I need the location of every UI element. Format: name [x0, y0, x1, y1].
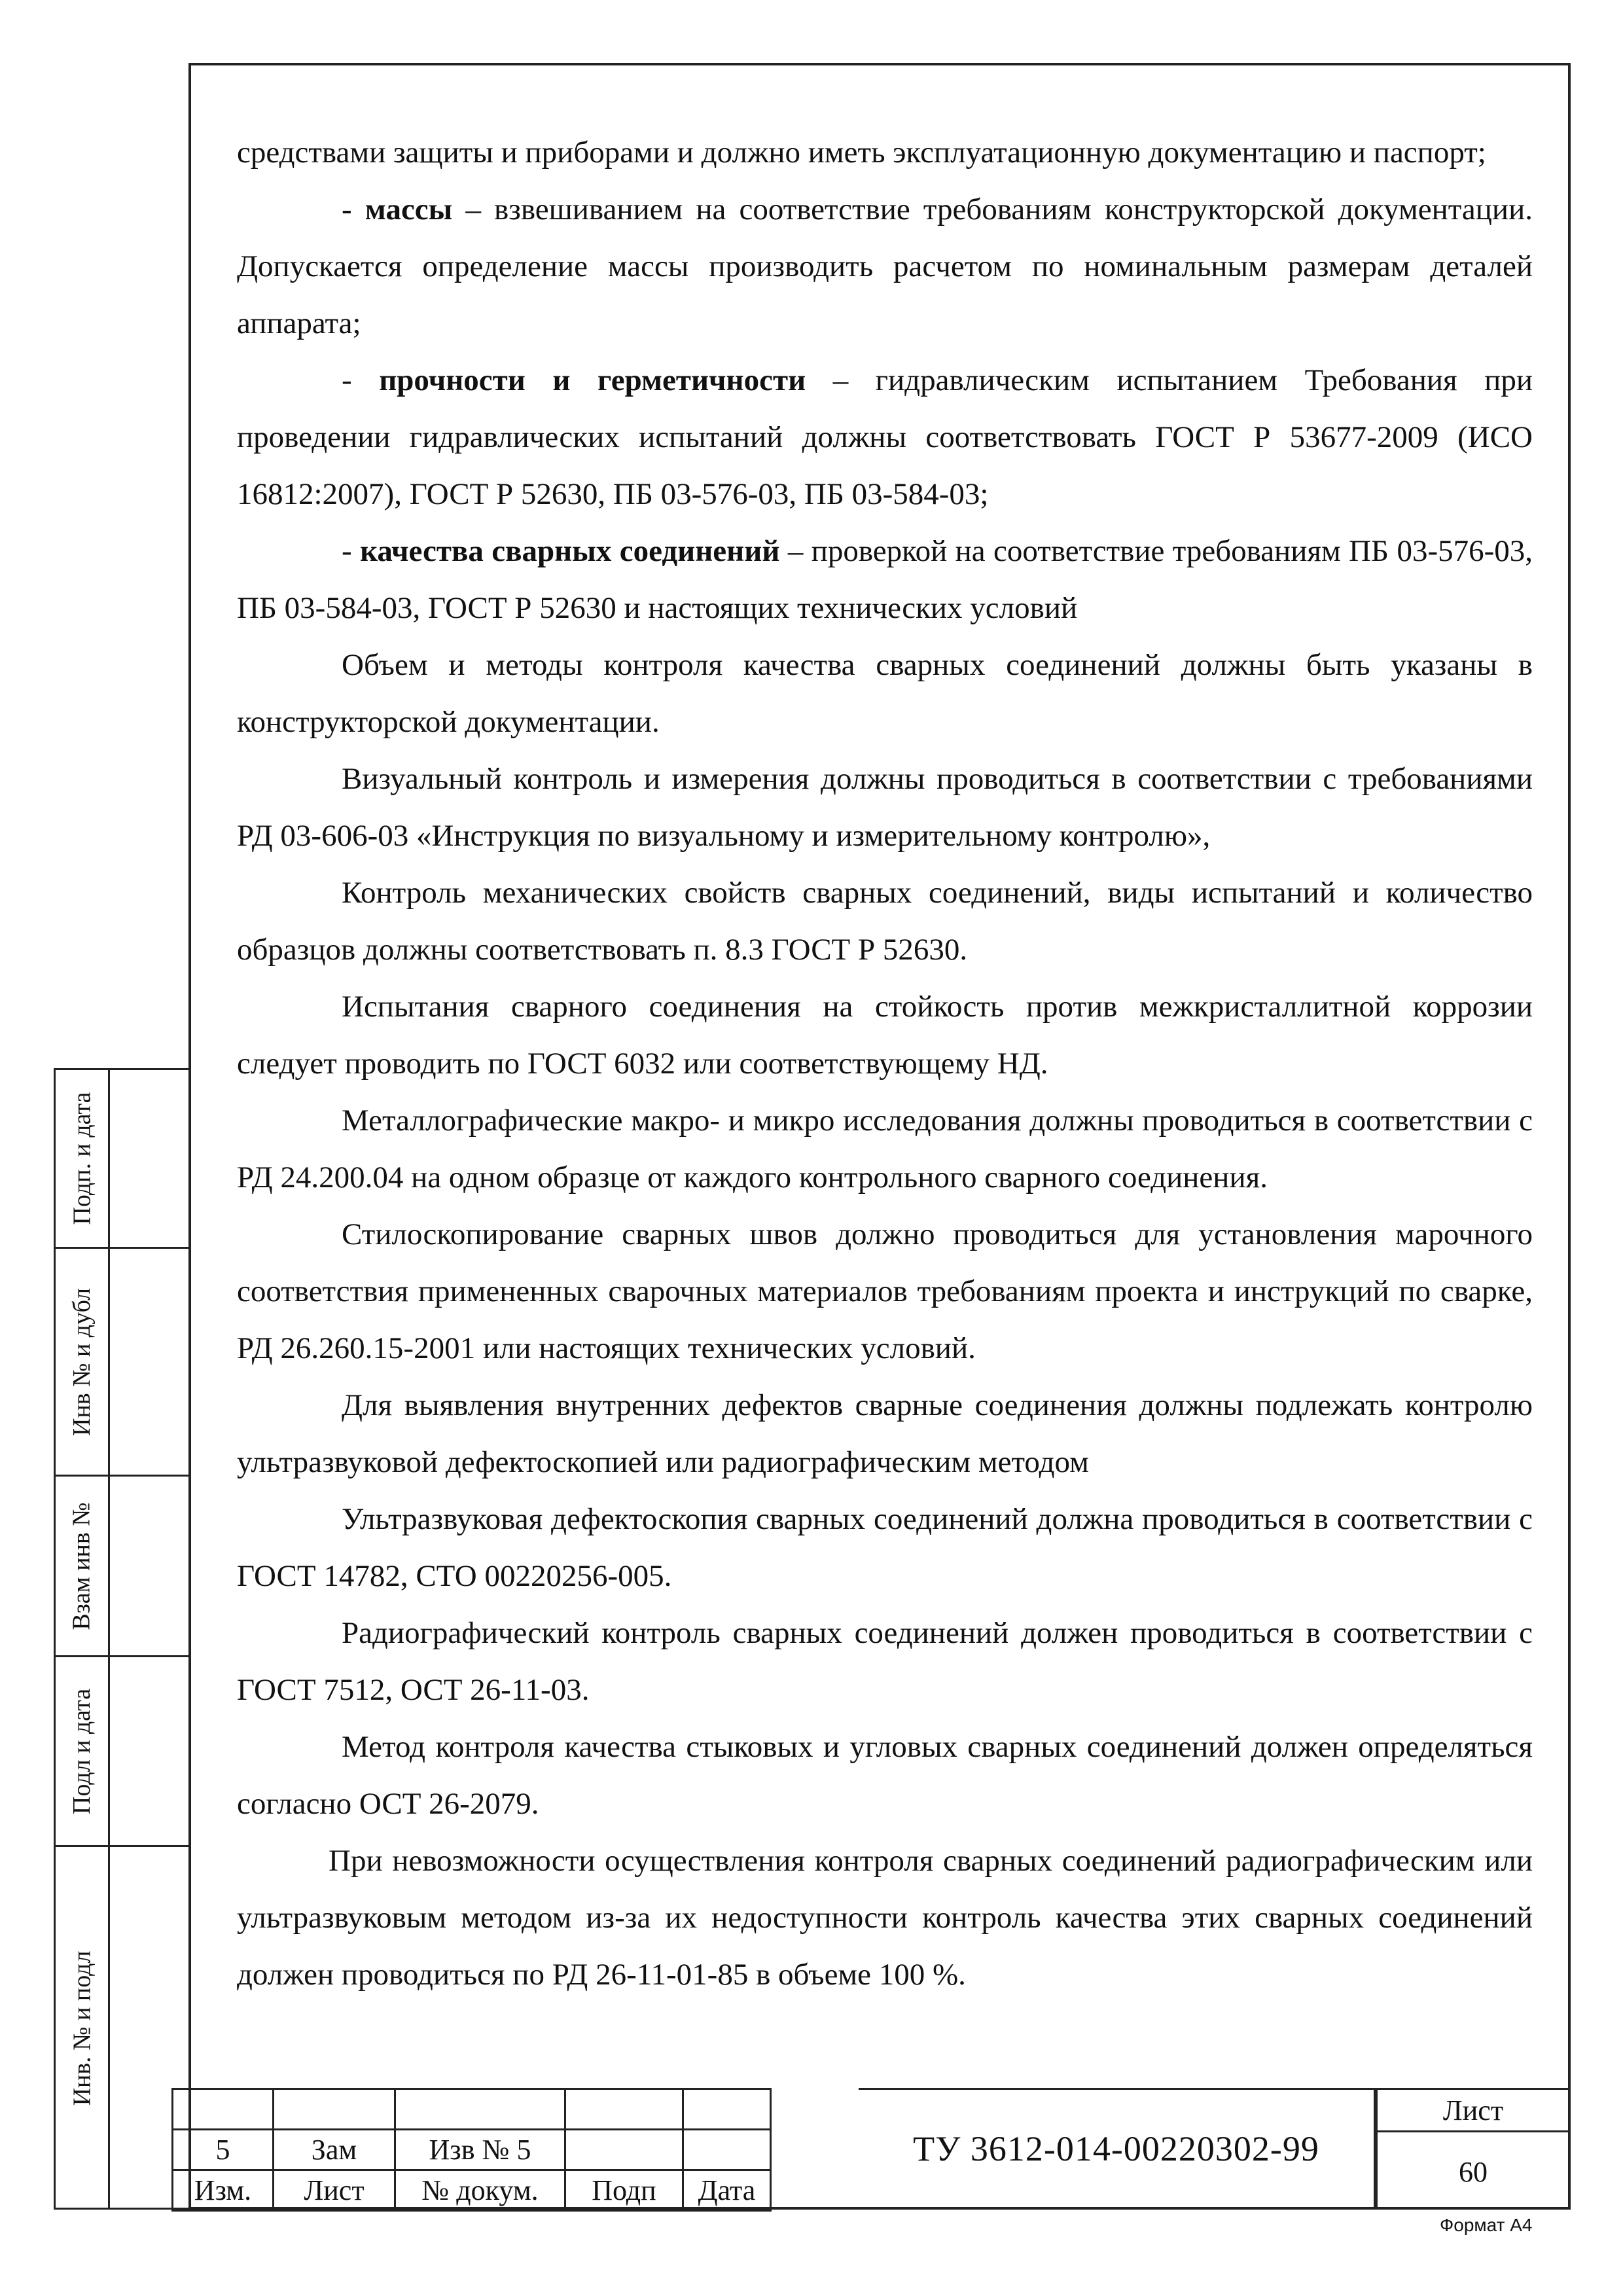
- sheet-number: 60: [1459, 2156, 1488, 2188]
- text-run: Контроль механических свойств сварных соединений, виды испытаний и количество образцов должны соответствовать п. 8.3 ГОСТ Р 52630.: [237, 876, 1533, 967]
- text-run: Визуальный контроль и измерения должны проводиться в соответствии с требованиями РД 03-606-03 «Инструкция по визуальному и измерительному контролю»,: [237, 762, 1533, 853]
- paragraph: [237, 1206, 1533, 1377]
- paragraph: [237, 124, 1533, 181]
- side-cell-orig-inv: [56, 1845, 188, 2210]
- paragraph: [237, 865, 1533, 978]
- rev-header: Подп: [565, 2170, 683, 2211]
- rev-header: Изм.: [173, 2170, 274, 2211]
- rev-header: Дата: [683, 2170, 771, 2211]
- side-label: Инв № и дубл: [68, 1287, 96, 1436]
- paragraph: [237, 1092, 1533, 1206]
- side-label: Инв. № и подл: [68, 1950, 96, 2106]
- text-run: – взвешиванием на соответствие требованиям конструкторской документации. Допускается определение массы производить расчетом по номинальным размерам деталей аппарата;: [237, 192, 1533, 340]
- paragraph: [237, 751, 1533, 865]
- rev-cell: [683, 2130, 771, 2170]
- side-cell-dup-inv: [56, 1247, 188, 1475]
- format-label: Формат А4: [1440, 2215, 1533, 2235]
- text-run: Для выявления внутренних дефектов сварные соединения должны подлежать контролю ультразвуковой дефектоскопией или радиографическим методом: [237, 1388, 1533, 1479]
- sheet-box: [1376, 2088, 1571, 2210]
- paragraph: [237, 1833, 1533, 2003]
- text-run: Металлографические макро- и микро исследования должны проводиться в соответствии с РД 24.200.04 на одном образце от каждого контрольного сварного соединения.: [237, 1103, 1533, 1194]
- side-label: Взам инв №: [68, 1501, 96, 1630]
- paragraph: [237, 978, 1533, 1092]
- rev-cell: Изв № 5: [395, 2130, 565, 2170]
- text-run: Стилоскопирование сварных швов должно проводиться для установления марочного соответствия примененных сварочных материалов требованиям проекта и инструкций по сварке, РД 26.260.15-2001 или настоящих технических условий.: [237, 1217, 1533, 1365]
- bold-term: - массы: [342, 192, 453, 226]
- bold-term: качества сварных соединений: [360, 534, 780, 568]
- paragraph: [237, 1377, 1533, 1491]
- binding-strip: [54, 1068, 188, 2210]
- rev-cell: [565, 2130, 683, 2170]
- text-run: При невозможности осуществления контроля сварных соединений радиографическим или ультразвуковым методом из-за их недоступности контроль качества этих сварных соединений должен проводиться по РД 26-11-01-85 в объеме 100 %.: [237, 1844, 1533, 1992]
- rev-header: Лист: [274, 2170, 395, 2211]
- text-run: Метод контроля качества стыковых и угловых сварных соединений должен определяться согласно ОСТ 26-2079.: [237, 1730, 1533, 1821]
- title-block: [171, 2088, 1571, 2210]
- sheet-label: Лист: [1378, 2090, 1569, 2132]
- text-run: – гидравлическим испытанием Требования при проведении гидравлических испытаний должны соответствовать ГОСТ Р 53677-2009 (ИСО 16812:2007), ГОСТ Р 52630, ПБ 03-576-03, ПБ 03-584-03;: [237, 363, 1533, 511]
- text-run: Объем и методы контроля качества сварных соединений должны быть указаны в конструкторской документации.: [237, 648, 1533, 739]
- paragraph: [237, 1491, 1533, 1605]
- document-body: [237, 124, 1533, 2003]
- rev-cell: 5: [173, 2130, 274, 2170]
- paragraph: [237, 1605, 1533, 1719]
- paragraph: [237, 1719, 1533, 1833]
- paragraph: [237, 637, 1533, 751]
- bold-term: прочности и герметичности: [379, 363, 806, 397]
- revision-table: [171, 2088, 772, 2212]
- document-code: ТУ 3612-014-00220302-99: [859, 2088, 1376, 2210]
- text-run: Ультразвуковая дефектоскопия сварных соединений должна проводиться в соответствии с ГОСТ 14782, СТО 00220256-005.: [237, 1502, 1533, 1593]
- rev-header: № докум.: [395, 2170, 565, 2211]
- text-run: -: [342, 534, 361, 568]
- side-cell-sign-date: [56, 1070, 188, 1247]
- rev-cell: Зам: [274, 2130, 395, 2170]
- paragraph: [237, 181, 1533, 352]
- text-run: – проверкой на соответствие требованиям ПБ 03-576-03, ПБ 03-584-03, ГОСТ Р 52630 и настоящих технических условий: [237, 534, 1533, 625]
- text-run: Радиографический контроль сварных соединений должен проводиться в соответствии с ГОСТ 7512, ОСТ 26-11-03.: [237, 1616, 1533, 1707]
- text-run: средствами защиты и приборами и должно иметь эксплуатационную документацию и паспорт;: [237, 135, 1486, 170]
- side-label: Подл и дата: [68, 1688, 96, 1814]
- text-run: Испытания сварного соединения на стойкость против межкристаллитной коррозии следует проводить по ГОСТ 6032 или соответствующему НД.: [237, 990, 1533, 1081]
- paragraph: [237, 523, 1533, 637]
- text-run: -: [342, 363, 380, 397]
- side-label: Подп. и дата: [68, 1092, 96, 1225]
- paragraph: [237, 352, 1533, 523]
- side-cell-replace-inv: [56, 1475, 188, 1655]
- side-cell-orig-sign: [56, 1655, 188, 1845]
